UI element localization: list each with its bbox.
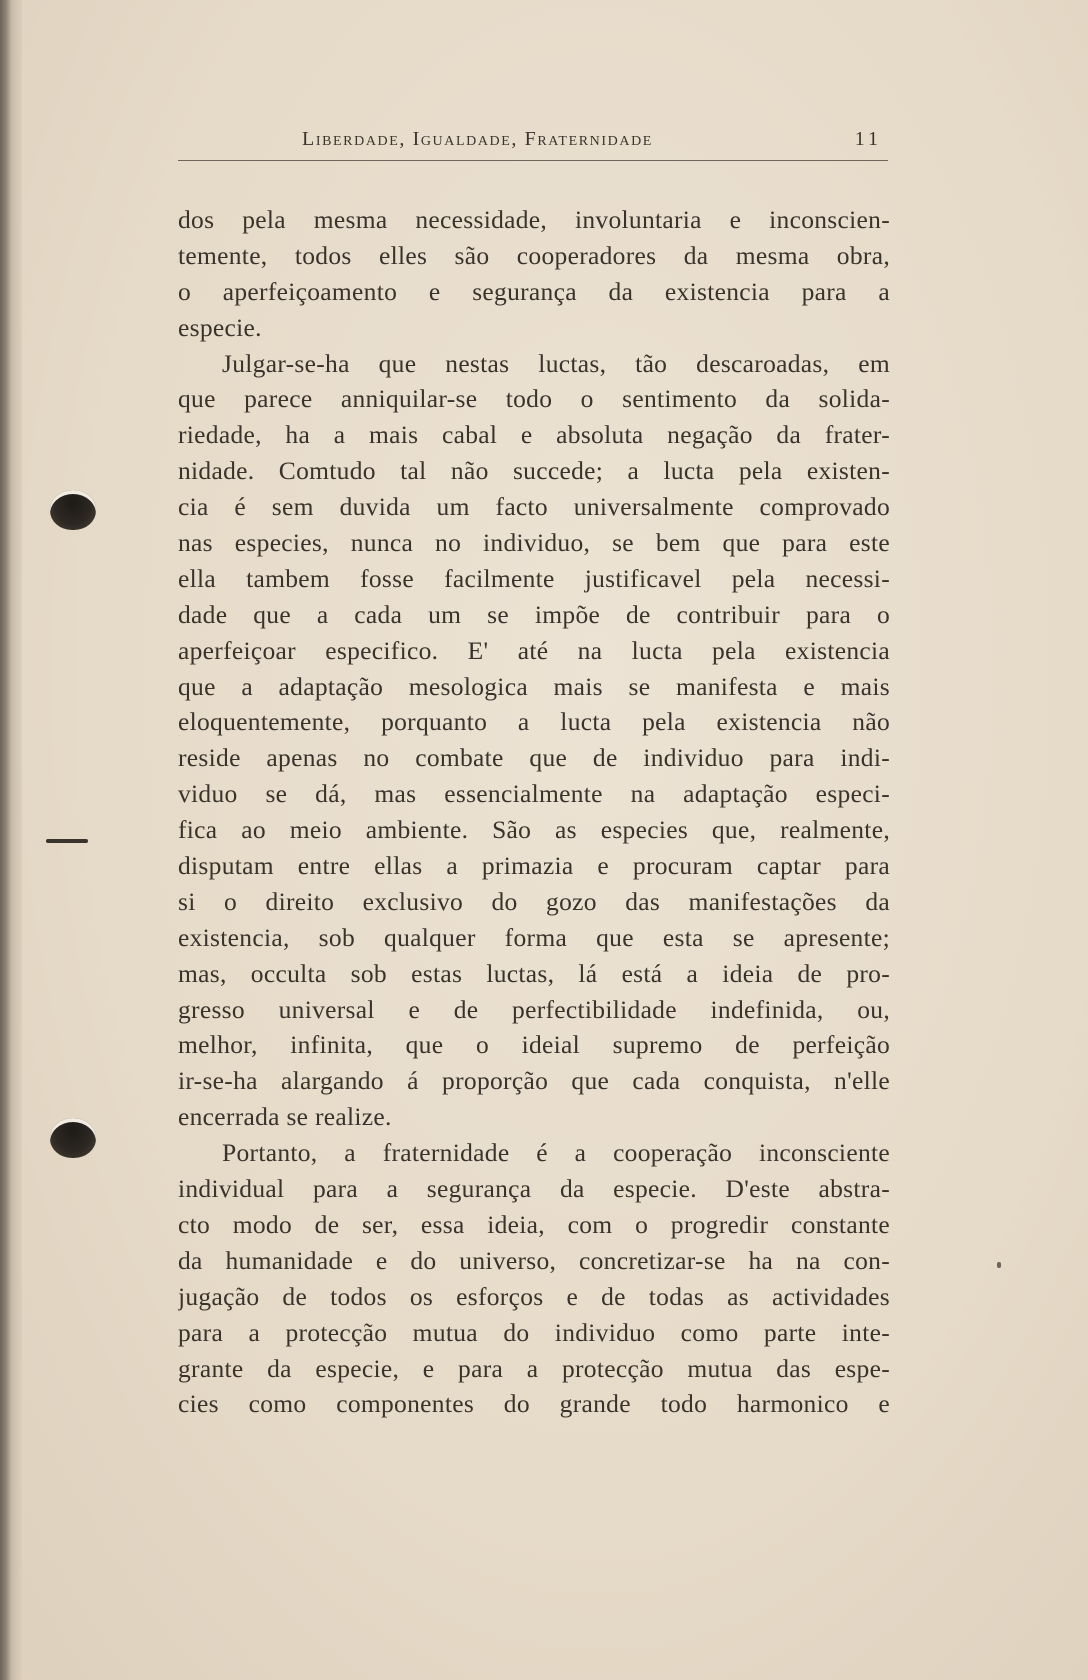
body-text [178,202,890,1422]
running-header [178,128,888,161]
text-line: para a protecção mutua do individuo como parte inte- [178,1317,890,1347]
punch-hole-lower [50,1118,96,1158]
text-line: especie. [178,312,262,342]
text-line: reside apenas no combate que de individuo para indi- [178,743,890,773]
text-line: jugação de todos os esforços e de todas as actividades [178,1281,890,1311]
text-line: cia é sem duvida um facto universalmente comprovado [178,492,890,522]
text-line: eloquentemente, porquanto a lucta pela existencia não [178,707,890,737]
text-line: cto modo de ser, essa ideia, com o progredir constante [178,1209,890,1239]
text-line: temente, todos elles são cooperadores da mesma obra, [178,240,890,270]
text-line: viduo se dá, mas essencialmente na adaptação especi- [178,779,890,809]
page-number: 11 [854,128,882,150]
text-line: individual para a segurança da especie. D'este abstra- [178,1174,890,1204]
text-line: mas, occulta sob estas luctas, lá está a ideia de pro- [178,958,890,988]
text-line: fica ao meio ambiente. São as especies que, realmente, [178,815,890,845]
text-line: ella tambem fosse facilmente justificavel pela necessi- [178,563,890,593]
text-line: disputam entre ellas a primazia e procuram captar para [178,851,890,881]
margin-speck [997,1262,1001,1268]
punch-hole-upper [50,490,96,530]
text-line: grante da especie, e para a protecção mutua das espe- [178,1353,890,1383]
running-title: Liberdade, Igualdade, Fraternidade [302,128,653,150]
text-line: que parece anniquilar-se todo o sentimento da solida- [178,384,890,414]
text-line: dade que a cada um se impõe de contribuir para o [178,599,890,629]
text-line: melhor, infinita, que o ideial supremo de perfeição [178,1030,890,1060]
margin-mark [46,839,88,843]
page-binding-edge [0,0,22,1680]
text-line: ir-se-ha alargando á proporção que cada conquista, n'elle [178,1066,890,1096]
text-line: Portanto, a fraternidade é a cooperação inconsciente [222,1138,890,1168]
text-line: dos pela mesma necessidade, involuntaria e inconscien- [178,205,890,234]
text-line: aperfeiçoar especifico. E' até na lucta pela existencia [178,635,890,665]
text-line: da humanidade e do universo, concretizar-se ha na con- [178,1245,890,1275]
text-line: encerrada se realize. [178,1102,392,1132]
text-line: Julgar-se-ha que nestas luctas, tão descaroadas, em [222,348,890,378]
text-line: que a adaptação mesologica mais se manifesta e mais [178,671,890,701]
text-line: o aperfeiçoamento e segurança da existencia para a [178,276,890,306]
text-line: cies como componentes do grande todo harmonico e [178,1389,890,1419]
text-line: nas especies, nunca no individuo, se bem que para este [178,528,890,558]
text-line: gresso universal e de perfectibilidade indefinida, ou, [178,994,890,1024]
text-line: existencia, sob qualquer forma que esta se apresente; [178,922,890,952]
text-line: nidade. Comtudo tal não succede; a lucta pela existen- [178,456,890,486]
text-line: riedade, ha a mais cabal e absoluta negação da frater- [178,420,890,450]
text-line: si o direito exclusivo do gozo das manifestações da [178,886,890,916]
